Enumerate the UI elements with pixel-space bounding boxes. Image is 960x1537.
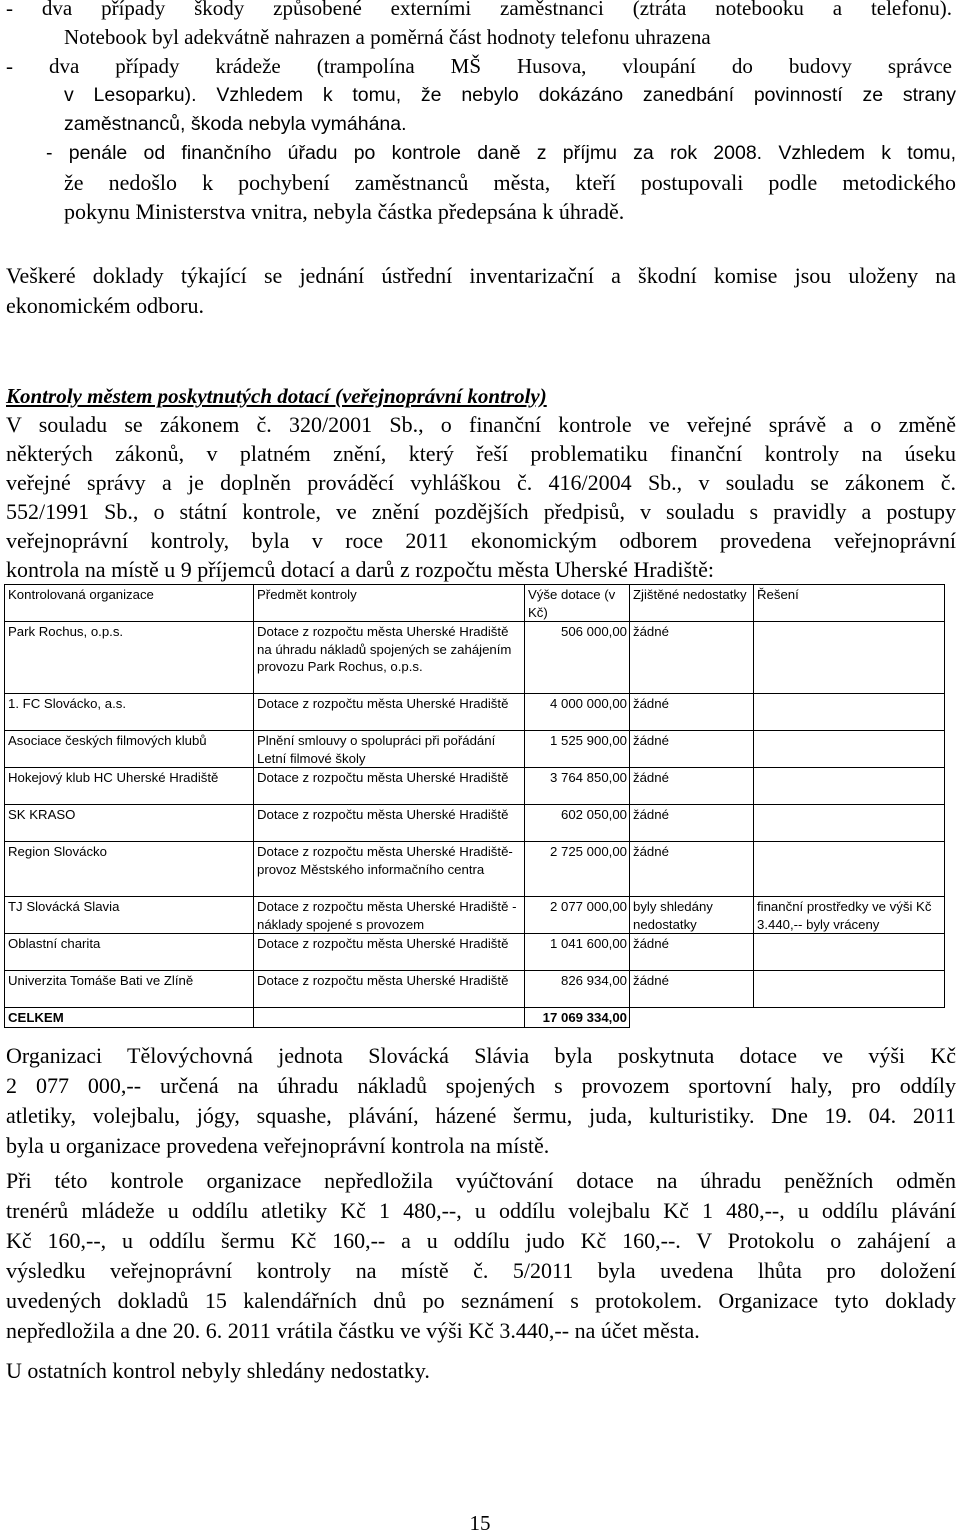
text-line: nepředložila a dne 20. 6. 2011 vrátila částku ve výši Kč 3.440,-- na účet města. bbox=[6, 1318, 700, 1343]
text-line: Organizaci Tělovýchovná jednota Slovácká Slávia byla poskytnuta dotace ve výši Kč bbox=[6, 1043, 956, 1068]
paragraph-tj bbox=[6, 1041, 956, 1161]
cell-org: 1. FC Slovácko, a.s. bbox=[5, 694, 254, 731]
cell-solution bbox=[754, 971, 945, 1008]
cell-findings: žádné bbox=[630, 622, 754, 694]
cell-subject: Dotace z rozpočtu města Uherské Hradiště- provoz Městského informačního centra bbox=[254, 842, 525, 897]
top-block-sans-2 bbox=[46, 139, 956, 168]
page-number: 15 bbox=[469, 1511, 491, 1535]
section-paragraph bbox=[6, 410, 956, 584]
total-amount: 17 069 334,00 bbox=[525, 1008, 630, 1028]
cell-amount: 2 077 000,00 bbox=[525, 897, 630, 934]
text-line: byla u organizace provedena veřejnoprávní kontrola na místě. bbox=[6, 1133, 550, 1158]
cell-findings: žádné bbox=[630, 971, 754, 1008]
table-row bbox=[5, 897, 945, 934]
cell-findings: žádné bbox=[630, 731, 754, 768]
total-empty bbox=[630, 1008, 754, 1028]
cell-findings: žádné bbox=[630, 805, 754, 842]
cell-findings: žádné bbox=[630, 694, 754, 731]
header-findings: Zjištěné nedostatky bbox=[630, 585, 754, 622]
top-block-serif-2 bbox=[64, 168, 956, 226]
table-row bbox=[5, 768, 945, 805]
cell-solution bbox=[754, 768, 945, 805]
paragraph-doklady bbox=[6, 256, 956, 326]
cell-solution bbox=[754, 842, 945, 897]
text-line: - dva případy krádeže (trampolína MŠ Husova, vloupání do budovy správce bbox=[6, 54, 952, 78]
cell-subject: Dotace z rozpočtu města Uherské Hradiště bbox=[254, 768, 525, 805]
table-row bbox=[5, 805, 945, 842]
text-line: v Lesoparku). Vzhledem k tomu, že nebylo dokázáno zanedbání povinností ze strany bbox=[64, 84, 956, 106]
table-row bbox=[5, 934, 945, 971]
table-total-row bbox=[5, 1008, 945, 1028]
cell-solution bbox=[754, 805, 945, 842]
header-subject: Předmět kontroly bbox=[254, 585, 525, 622]
paragraph-kontrola bbox=[6, 1166, 956, 1346]
cell-subject: Dotace z rozpočtu města Uherské Hradiště bbox=[254, 694, 525, 731]
cell-org: Asociace českých filmových klubů bbox=[5, 731, 254, 768]
text-line: - dva případy škody způsobené externími zaměstnanci (ztráta notebooku a telefonu). bbox=[6, 0, 952, 20]
cell-solution bbox=[754, 694, 945, 731]
top-block bbox=[6, 0, 956, 81]
cell-org: Hokejový klub HC Uherské Hradiště bbox=[5, 768, 254, 805]
cell-amount: 4 000 000,00 bbox=[525, 694, 630, 731]
cell-solution: finanční prostředky ve výši Kč 3.440,-- byly vráceny bbox=[754, 897, 945, 934]
text-line: pokynu Ministerstva vnitra, nebyla částka předepsána k úhradě. bbox=[64, 199, 625, 224]
text-line: 552/1991 Sb., o státní kontrole, ve znění pozdějších předpisů, v souladu s pravidly a postupy bbox=[6, 499, 956, 524]
text-line: veřejné správy a je doplněn prováděcí vyhláškou č. 416/2004 Sb., v souladu se zákonem č. bbox=[6, 470, 956, 495]
cell-findings: byly shledány nedostatky bbox=[630, 897, 754, 934]
cell-subject: Dotace z rozpočtu města Uherské Hradiště bbox=[254, 934, 525, 971]
cell-amount: 1 041 600,00 bbox=[525, 934, 630, 971]
table-row bbox=[5, 694, 945, 731]
cell-amount: 602 050,00 bbox=[525, 805, 630, 842]
table-body bbox=[5, 622, 945, 1008]
header-solution: Řešení bbox=[754, 585, 945, 622]
cell-solution bbox=[754, 731, 945, 768]
cell-org: Region Slovácko bbox=[5, 842, 254, 897]
section-heading: Kontroly městem poskytnutých dotací (veřejnoprávní kontroly) bbox=[6, 384, 547, 408]
text-line: Veškeré doklady týkající se jednání ústřední inventarizační a škodní komise jsou uloženy na bbox=[6, 263, 956, 288]
cell-amount: 506 000,00 bbox=[525, 622, 630, 694]
text-line: některých zákonů, v platném znění, který řeší problematiku finanční kontroly na úseku bbox=[6, 441, 956, 466]
text-line: zaměstnanců, škoda nebyla vymáhána. bbox=[64, 113, 407, 135]
text-line: kontrola na místě u 9 příjemců dotací a darů z rozpočtu města Uherské Hradiště: bbox=[6, 557, 715, 582]
cell-solution bbox=[754, 622, 945, 694]
cell-subject: Dotace z rozpočtu města Uherské Hradiště -náklady spojené s provozem bbox=[254, 897, 525, 934]
cell-findings: žádné bbox=[630, 768, 754, 805]
text-line: 2 077 000,-- určená na úhradu nákladů spojených s provozem sportovní haly, pro oddíly bbox=[6, 1073, 956, 1098]
cell-amount: 1 525 900,00 bbox=[525, 731, 630, 768]
cell-org: Park Rochus, o.p.s. bbox=[5, 622, 254, 694]
text-line: Kč 160,--, u oddílu šermu Kč 160,-- a u oddílu judo Kč 160,--. V Protokolu o zahájení a bbox=[6, 1228, 956, 1253]
cell-org: TJ Slovácká Slavia bbox=[5, 897, 254, 934]
text-line: - penále od finančního úřadu po kontrole daně z příjmu za rok 2008. Vzhledem k tomu, bbox=[46, 142, 956, 164]
table-row bbox=[5, 971, 945, 1008]
cell-solution bbox=[754, 934, 945, 971]
table-row bbox=[5, 731, 945, 768]
top-block-sans bbox=[64, 81, 956, 139]
text-line: Při této kontrole organizace nepředložila vyúčtování dotace na úhradu peněžních odměn bbox=[6, 1168, 956, 1193]
text-line: trenérů mládeže u oddílu atletiky Kč 1 480,--, u oddílu volejbalu Kč 1 480,--, u oddílu plávání bbox=[6, 1198, 956, 1223]
text-line: výsledku veřejnoprávní kontroly na místě č. 5/2011 byla uvedena lhůta pro doložení bbox=[6, 1258, 956, 1283]
paragraph-ostatni: U ostatních kontrol nebyly shledány nedostatky. bbox=[6, 1358, 430, 1383]
text-line: atletiky, volejbalu, jógy, squashe, plávání, házené šermu, juda, kulturistiky. Dne 19. 04. 2011 bbox=[6, 1103, 956, 1128]
table-row bbox=[5, 842, 945, 897]
total-empty bbox=[754, 1008, 945, 1028]
text-line: Notebook byl adekvátně nahrazen a poměrná část hodnoty telefonu uhrazena bbox=[64, 25, 711, 49]
text-line: uvedených dokladů 15 kalendářních dnů po seznámení s protokolem. Organizace tyto doklady bbox=[6, 1288, 956, 1313]
table-header-row bbox=[5, 585, 945, 622]
cell-org: Oblastní charita bbox=[5, 934, 254, 971]
cell-amount: 2 725 000,00 bbox=[525, 842, 630, 897]
text-line: veřejnoprávní kontroly, byla v roce 2011 ekonomickým odborem provedena veřejnoprávní bbox=[6, 528, 956, 553]
cell-subject: Plnění smlouvy o spolupráci při pořádání Letní filmové školy bbox=[254, 731, 525, 768]
cell-amount: 826 934,00 bbox=[525, 971, 630, 1008]
text-line: že nedošlo k pochybení zaměstnanců města, kteří postupovali podle metodického bbox=[64, 170, 956, 195]
cell-org: SK KRASO bbox=[5, 805, 254, 842]
header-org: Kontrolovaná organizace bbox=[5, 585, 254, 622]
header-amount: Výše dotace (v Kč) bbox=[525, 585, 630, 622]
grants-table bbox=[4, 584, 945, 1028]
cell-subject: Dotace z rozpočtu města Uherské Hradiště bbox=[254, 805, 525, 842]
cell-findings: žádné bbox=[630, 842, 754, 897]
cell-org: Univerzita Tomáše Bati ve Zlíně bbox=[5, 971, 254, 1008]
table-row bbox=[5, 622, 945, 694]
text-line: V souladu se zákonem č. 320/2001 Sb., o finanční kontrole ve veřejné správě a o změně bbox=[6, 412, 956, 437]
cell-amount: 3 764 850,00 bbox=[525, 768, 630, 805]
text-line: ekonomickém odboru. bbox=[6, 293, 204, 318]
total-empty bbox=[254, 1008, 525, 1028]
total-label: CELKEM bbox=[5, 1008, 254, 1028]
cell-subject: Dotace z rozpočtu města Uherské Hradiště bbox=[254, 971, 525, 1008]
cell-subject: Dotace z rozpočtu města Uherské Hradiště na úhradu nákladů spojených se zahájením provozu Park Rochus, o.p.s. bbox=[254, 622, 525, 694]
cell-findings: žádné bbox=[630, 934, 754, 971]
